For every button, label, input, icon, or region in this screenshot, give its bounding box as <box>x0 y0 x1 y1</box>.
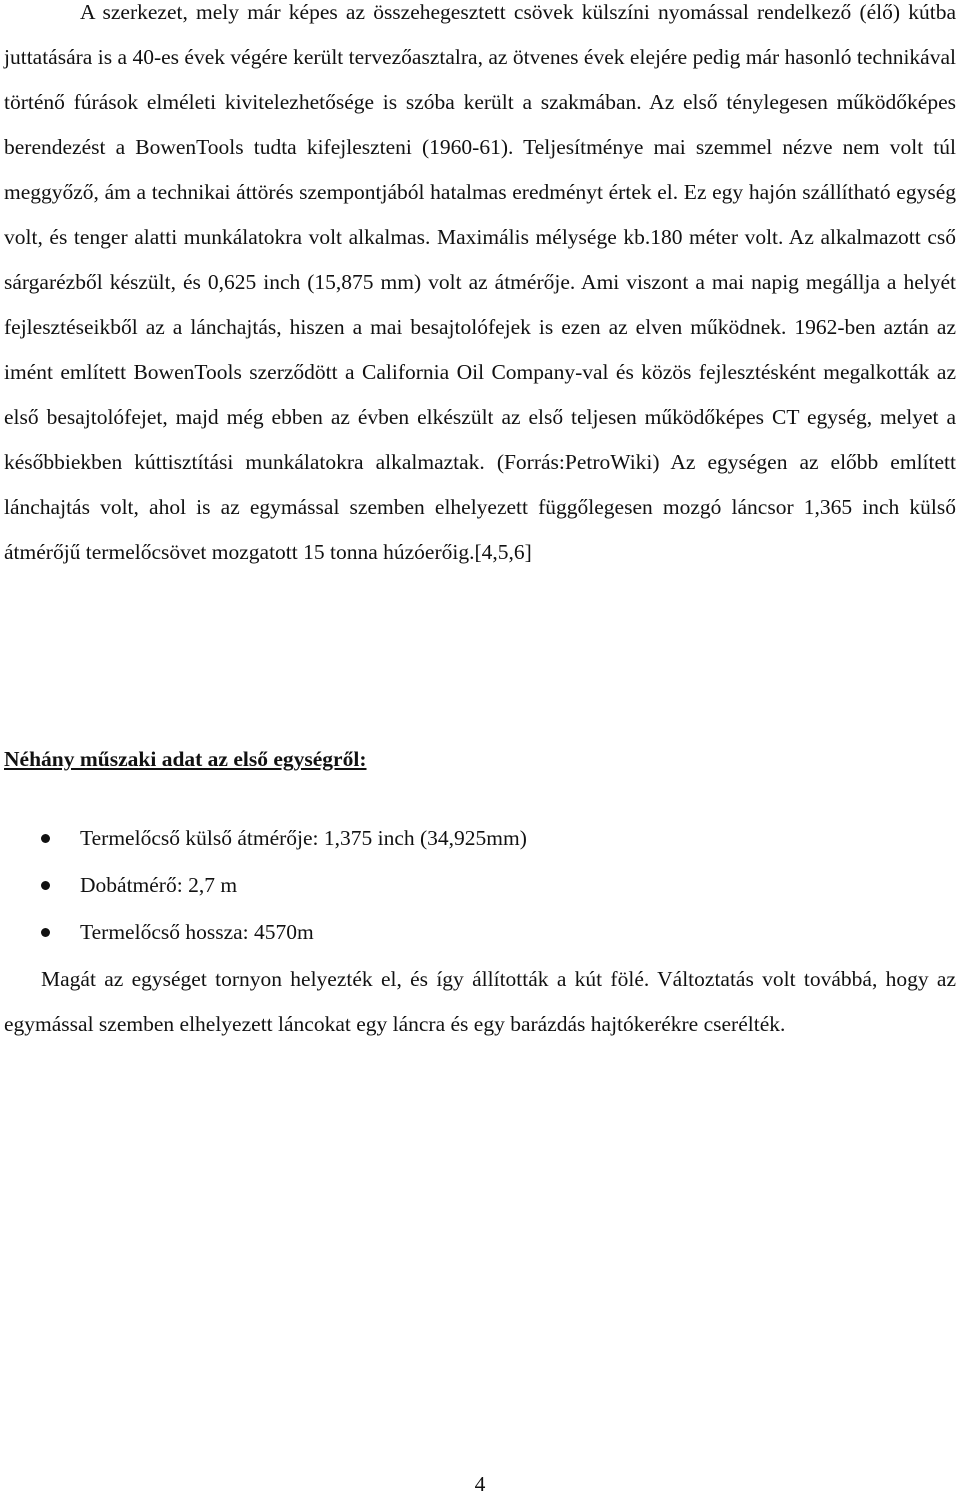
bullet-icon <box>41 881 50 890</box>
page-number: 4 <box>474 1472 486 1496</box>
bullet-icon <box>41 928 50 937</box>
list-item-text: Termelőcső külső átmérője: 1,375 inch (34,925mm) <box>80 826 527 850</box>
section-heading-technical-data: Néhány műszaki adat az első egységről: <box>4 747 367 771</box>
bullet-icon <box>41 834 50 843</box>
technical-data-list <box>0 818 960 959</box>
list-item-text: Dobátmérő: 2,7 m <box>80 873 238 897</box>
list-item-text: Termelőcső hossza: 4570m <box>80 920 314 944</box>
body-paragraph-history: A szerkezet, mely már képes az összehegesztett csövek külszíni nyomással rendelkező (élő) kútba juttatására is a 40-es évek végére került tervezőasztalra, az ötvenes évek elejére pedig már hasonló technikával történő fúrások elméleti kivitelezhetősége is szóba került a szakmában. Az első ténylegesen működőképes berendezést a BowenTools tudta kifejleszteni (1960-61). Teljesítménye mai szemmel nézve nem volt túl meggyőző, ám a technikai áttörés szempontjából hatalmas eredményt értek el. Ez egy hajón szállítható egység volt, és tenger alatti munkálatokra volt alkalmas. Maximális mélysége kb.180 méter volt. Az alkalmazott cső sárgarézből készült, és 0,625 inch (15,875 mm) volt az átmérője. Ami viszont a mai napig megállja a helyét fejlesztéseikből az a lánchajtás, hiszen a mai besajtolófejek is ezen az elven működnek. 1962-ben aztán az imént említett BowenTools szerződött a California Oil Company-val és közös fejlesztésként megalkották az első besajtolófejet, majd még ebben az évben elkészült az első teljesen működőképes CT egység, melyet a későbbiekben kúttisztítási munkálatokra alkalmaztak. (Forrás:PetroWiki) Az egységen az előbb említett lánchajtás volt, ahol is az egymással szemben elhelyezett függőlegesen mozgó láncsor 1,365 inch külső átmérőjű termelőcsövet mozgatott 15 tonna húzóerőig.[4,5,6] <box>4 0 956 564</box>
list-item <box>0 818 960 865</box>
list-item <box>0 865 960 912</box>
body-paragraph-tower: Magát az egységet tornyon helyezték el, és így állították a kút fölé. Változtatás volt továbbá, hogy az egymással szemben elhelyezett láncokat egy láncra és egy barázdás hajtókerékre cserélték. <box>4 967 956 1036</box>
list-item <box>0 912 960 959</box>
